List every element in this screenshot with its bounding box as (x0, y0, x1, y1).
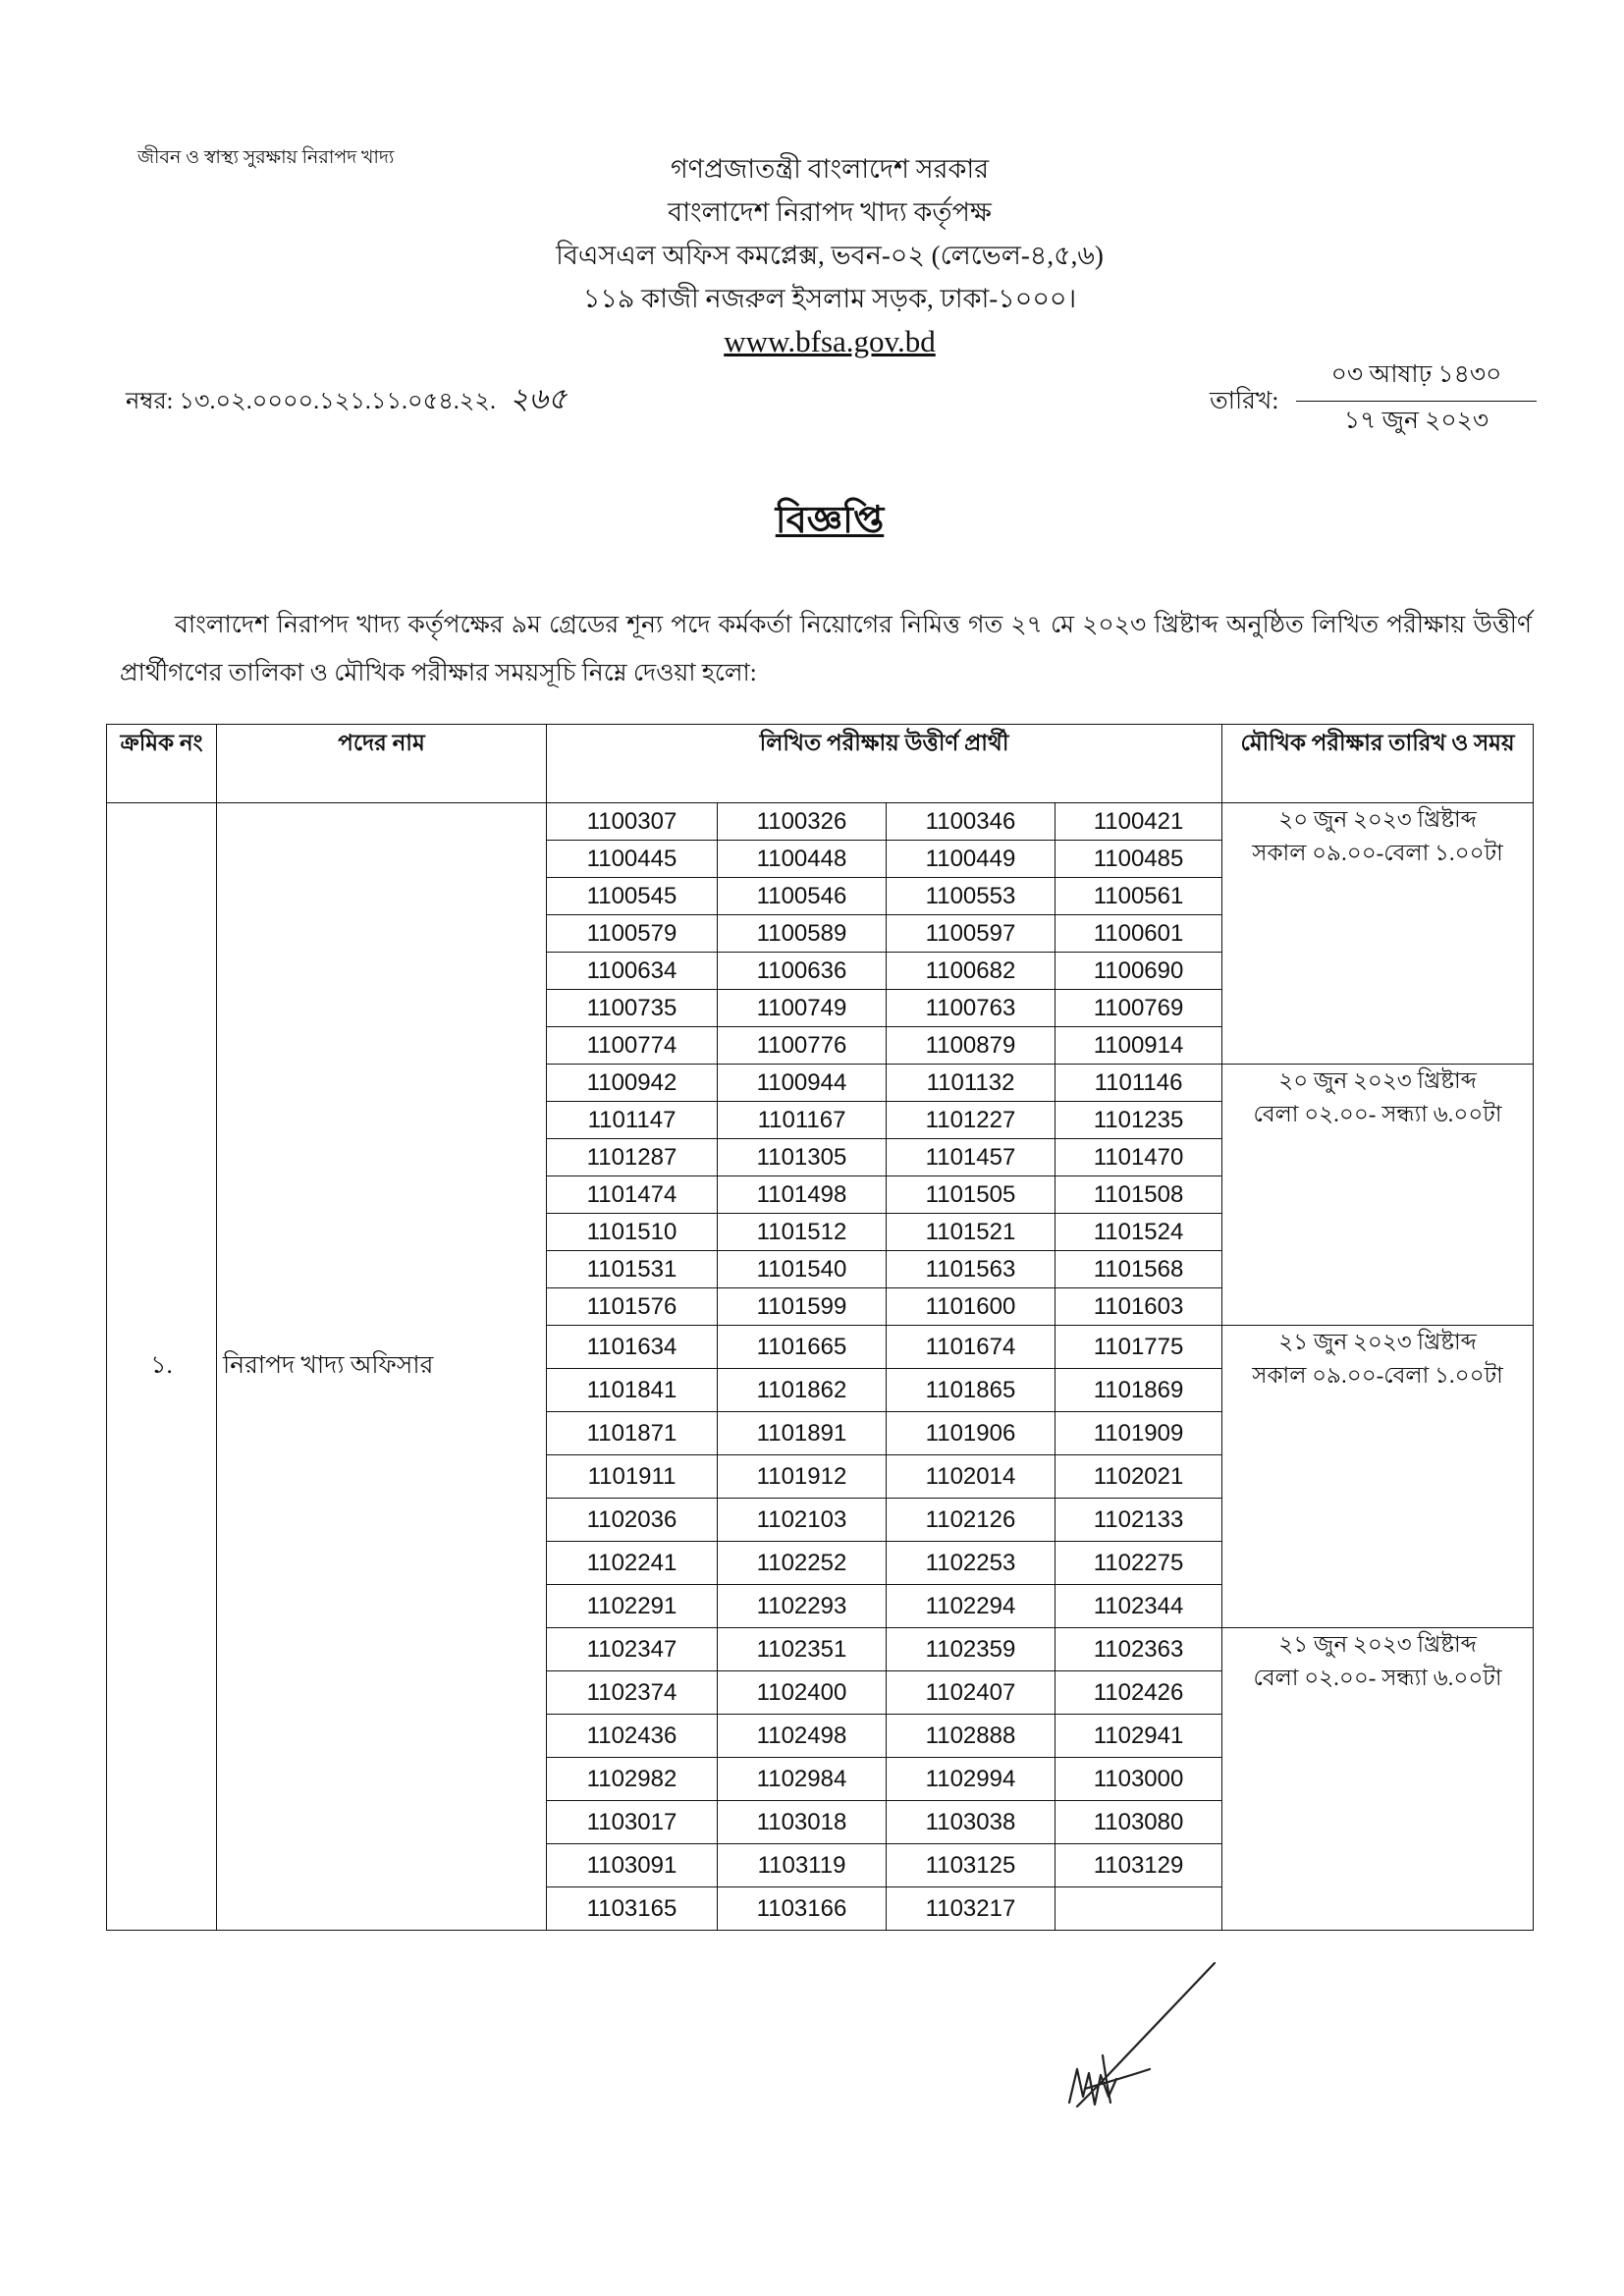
roll-number-cell: 1101665 (718, 1326, 887, 1369)
roll-number-cell: 1102133 (1056, 1499, 1222, 1542)
roll-number-cell: 1102351 (718, 1628, 887, 1671)
roll-number-cell: 1102253 (887, 1542, 1056, 1585)
roll-number-cell: 1101167 (718, 1102, 887, 1139)
roll-number-cell: 1100942 (547, 1065, 718, 1102)
roll-number-cell: 1100769 (1056, 990, 1222, 1027)
roll-number-cell: 1101512 (718, 1214, 887, 1251)
viva-time: সকাল ০৯.০০-বেলা ১.০০টা (1252, 1363, 1503, 1388)
roll-number-cell: 1101865 (887, 1369, 1056, 1412)
header-post: পদের নাম (217, 725, 547, 803)
roll-number-cell: 1103080 (1056, 1801, 1222, 1844)
roll-number-cell: 1103091 (547, 1844, 718, 1887)
roll-number-cell: 1100545 (547, 878, 718, 915)
roll-number-cell: 1102359 (887, 1628, 1056, 1671)
roll-number-cell: 1100763 (887, 990, 1056, 1027)
roll-number-cell: 1102344 (1056, 1585, 1222, 1628)
roll-number-cell: 1101912 (718, 1455, 887, 1499)
notice-title: বিজ্ঞপ্তি (775, 500, 885, 541)
roll-number-cell: 1103125 (887, 1844, 1056, 1887)
roll-number-cell: 1102982 (547, 1758, 718, 1801)
roll-number-cell: 1100749 (718, 990, 887, 1027)
letterhead (437, 147, 1222, 363)
roll-number-cell: 1100553 (887, 878, 1056, 915)
viva-time: বেলা ০২.০০- সন্ধ্যা ৬.০০টা (1253, 1102, 1502, 1126)
roll-number-cell: 1101505 (887, 1176, 1056, 1214)
roll-number-cell: 1100634 (547, 953, 718, 990)
roll-number-cell: 1100879 (887, 1027, 1056, 1065)
roll-number-cell: 1101841 (547, 1369, 718, 1412)
roll-number-cell: 1100589 (718, 915, 887, 953)
roll-number-cell: 1101869 (1056, 1369, 1222, 1412)
header-passed-candidates: লিখিত পরীক্ষায় উত্তীর্ণ প্রার্থী (547, 725, 1222, 803)
roll-number-cell: 1102994 (887, 1758, 1056, 1801)
post-name-cell: নিরাপদ খাদ্য অফিসার (217, 803, 547, 1931)
roll-number-cell: 1102014 (887, 1455, 1056, 1499)
empty-cell (1056, 1887, 1222, 1931)
roll-number-cell: 1102103 (718, 1499, 887, 1542)
roll-number-cell: 1100682 (887, 953, 1056, 990)
viva-schedule-cell (1222, 1628, 1534, 1931)
roll-number-cell: 1100449 (887, 841, 1056, 878)
roll-number-cell: 1101775 (1056, 1326, 1222, 1369)
roll-number-cell: 1100914 (1056, 1027, 1222, 1065)
roll-number-cell: 1102021 (1056, 1455, 1222, 1499)
date-gregorian: ১৭ জুন ২০২৩ (1343, 408, 1489, 434)
header-viva-schedule: মৌখিক পরীক্ষার তারিখ ও সময় (1222, 725, 1534, 803)
roll-number-cell: 1100944 (718, 1065, 887, 1102)
roll-number-cell: 1101871 (547, 1412, 718, 1455)
roll-number-cell: 1100774 (547, 1027, 718, 1065)
memo-number-value: ১৩.০২.০০০০.১২১.১১.০৫৪.২২. (179, 389, 497, 414)
roll-number-cell: 1101906 (887, 1412, 1056, 1455)
authority-name: বাংলাদেশ নিরাপদ খাদ্য কর্তৃপক্ষ (668, 197, 992, 227)
date-bangla: ০৩ আষাঢ় ১৪৩০ (1296, 354, 1537, 402)
roll-number-cell: 1101287 (547, 1139, 718, 1176)
roll-number-cell: 1103217 (887, 1887, 1056, 1931)
roll-number-cell: 1102888 (887, 1715, 1056, 1758)
memo-number-label: নম্বর: (126, 389, 174, 414)
roll-number-cell: 1102252 (718, 1542, 887, 1585)
roll-number-cell: 1100485 (1056, 841, 1222, 878)
roll-number-cell: 1101498 (718, 1176, 887, 1214)
roll-number-cell: 1101911 (547, 1455, 718, 1499)
date-label: তারিখ: (1210, 388, 1279, 414)
roll-number-cell: 1100346 (887, 803, 1056, 841)
roll-number-cell: 1100636 (718, 953, 887, 990)
office-address: বিএসএল অফিস কমপ্লেক্স, ভবন-০২ (লেভেল-৪,৫,৬) (556, 241, 1104, 270)
roll-number-cell: 1101531 (547, 1251, 718, 1288)
roll-number-cell: 1101521 (887, 1214, 1056, 1251)
roll-number-cell: 1102347 (547, 1628, 718, 1671)
roll-number-cell: 1100448 (718, 841, 887, 878)
roll-number-cell: 1103119 (718, 1844, 887, 1887)
roll-number-cell: 1102036 (547, 1499, 718, 1542)
results-table (106, 724, 1534, 1931)
roll-number-cell: 1101524 (1056, 1214, 1222, 1251)
roll-number-cell: 1101603 (1056, 1288, 1222, 1326)
roll-number-cell: 1101599 (718, 1288, 887, 1326)
government-name: গণপ্রজাতন্ত্রী বাংলাদেশ সরকার (670, 154, 990, 184)
roll-number-cell: 1102407 (887, 1671, 1056, 1715)
roll-number-cell: 1103165 (547, 1887, 718, 1931)
website-text: www.bfsa.gov.bd (724, 324, 936, 358)
roll-number-cell: 1100597 (887, 915, 1056, 953)
roll-number-cell: 1100561 (1056, 878, 1222, 915)
viva-schedule-cell (1222, 1065, 1534, 1326)
viva-date: ২০ জুন ২০২৩ খ্রিষ্টাব্দ (1278, 807, 1477, 832)
roll-number-cell: 1102363 (1056, 1628, 1222, 1671)
header-serial: ক্রমিক নং (107, 725, 217, 803)
viva-schedule-cell (1222, 1326, 1534, 1628)
roll-number-cell: 1100307 (547, 803, 718, 841)
roll-number-cell: 1102291 (547, 1585, 718, 1628)
notice-body: বাংলাদেশ নিরাপদ খাদ্য কর্তৃপক্ষের ৯ম গ্রেডের শূন্য পদে কর্মকর্তা নিয়োগের নিমিত্ত গত ২৭ মে ২০২৩ খ্রিষ্টাব্দ অনুষ্ঠিত লিখিত পরীক্ষায় উত্তীর্ণ প্রার্থীগণের তালিকা ও মৌখিক পরীক্ষার সময়সূচি নিম্নে দেওয়া হলো: (120, 612, 1532, 686)
viva-time: বেলা ০২.০০- সন্ধ্যা ৬.০০টা (1253, 1666, 1502, 1690)
roll-number-cell: 1103000 (1056, 1758, 1222, 1801)
roll-number-cell: 1101146 (1056, 1065, 1222, 1102)
table-body (107, 803, 1534, 1931)
roll-number-cell: 1102426 (1056, 1671, 1222, 1715)
roll-number-cell: 1103038 (887, 1801, 1056, 1844)
roll-number-cell: 1100421 (1056, 803, 1222, 841)
signature (1065, 1959, 1222, 2111)
roll-number-cell: 1100776 (718, 1027, 887, 1065)
viva-date: ২১ জুন ২০২৩ খ্রিষ্টাব্দ (1278, 1330, 1477, 1354)
roll-number-cell: 1103129 (1056, 1844, 1222, 1887)
roll-number-cell: 1101576 (547, 1288, 718, 1326)
date-block (1296, 354, 1537, 441)
roll-number-cell: 1101457 (887, 1139, 1056, 1176)
viva-date: ২০ জুন ২০২৩ খ্রিষ্টাব্দ (1278, 1068, 1477, 1093)
roll-number-cell: 1101674 (887, 1326, 1056, 1369)
roll-number-cell: 1102294 (887, 1585, 1056, 1628)
roll-number-cell: 1101540 (718, 1251, 887, 1288)
roll-number-cell: 1101227 (887, 1102, 1056, 1139)
viva-schedule-cell (1222, 803, 1534, 1065)
roll-number-cell: 1100326 (718, 803, 887, 841)
roll-number-cell: 1102984 (718, 1758, 887, 1801)
roll-number-cell: 1103018 (718, 1801, 887, 1844)
street-address: ১১৯ কাজী নজরুল ইসলাম সড়ক, ঢাকা-১০০০। (582, 284, 1077, 313)
roll-number-cell: 1101568 (1056, 1251, 1222, 1288)
roll-number-cell: 1101508 (1056, 1176, 1222, 1214)
roll-number-cell: 1101600 (887, 1288, 1056, 1326)
roll-number-cell: 1101474 (547, 1176, 718, 1214)
memo-number (126, 375, 568, 425)
roll-number-cell: 1101235 (1056, 1102, 1222, 1139)
roll-number-cell: 1100546 (718, 878, 887, 915)
roll-number-cell: 1100690 (1056, 953, 1222, 990)
roll-number-cell: 1101132 (887, 1065, 1056, 1102)
roll-number-cell: 1103166 (718, 1887, 887, 1931)
roll-number-cell: 1102293 (718, 1585, 887, 1628)
roll-number-cell: 1101470 (1056, 1139, 1222, 1176)
roll-number-cell: 1102436 (547, 1715, 718, 1758)
roll-number-cell: 1101634 (547, 1326, 718, 1369)
roll-number-cell: 1101891 (718, 1412, 887, 1455)
roll-number-cell: 1101147 (547, 1102, 718, 1139)
roll-number-cell: 1101305 (718, 1139, 887, 1176)
roll-number-cell: 1101510 (547, 1214, 718, 1251)
roll-number-cell: 1102498 (718, 1715, 887, 1758)
serial-cell: ১. (107, 803, 217, 1931)
roll-number-cell: 1102275 (1056, 1542, 1222, 1585)
roll-number-cell: 1100735 (547, 990, 718, 1027)
roll-number-cell: 1101909 (1056, 1412, 1222, 1455)
roll-number-cell: 1101563 (887, 1251, 1056, 1288)
roll-number-cell: 1102126 (887, 1499, 1056, 1542)
roll-number-cell: 1100579 (547, 915, 718, 953)
roll-number-cell: 1102374 (547, 1671, 718, 1715)
roll-number-cell: 1101862 (718, 1369, 887, 1412)
memo-number-handwritten: ২৬৫ (510, 382, 568, 416)
roll-number-cell: 1100601 (1056, 915, 1222, 953)
motto-tagline: জীবন ও স্বাস্থ্য সুরক্ষায় নিরাপদ খাদ্য (137, 147, 395, 168)
viva-time: সকাল ০৯.০০-বেলা ১.০০টা (1252, 841, 1503, 865)
roll-number-cell: 1102941 (1056, 1715, 1222, 1758)
roll-number-cell: 1103017 (547, 1801, 718, 1844)
roll-number-cell: 1102241 (547, 1542, 718, 1585)
table-row (107, 803, 1534, 841)
viva-date: ২১ জুন ২০২৩ খ্রিষ্টাব্দ (1278, 1632, 1477, 1657)
roll-number-cell: 1102400 (718, 1671, 887, 1715)
roll-number-cell: 1100445 (547, 841, 718, 878)
table-header-row (107, 725, 1534, 803)
signature-stroke (1085, 2069, 1150, 2089)
